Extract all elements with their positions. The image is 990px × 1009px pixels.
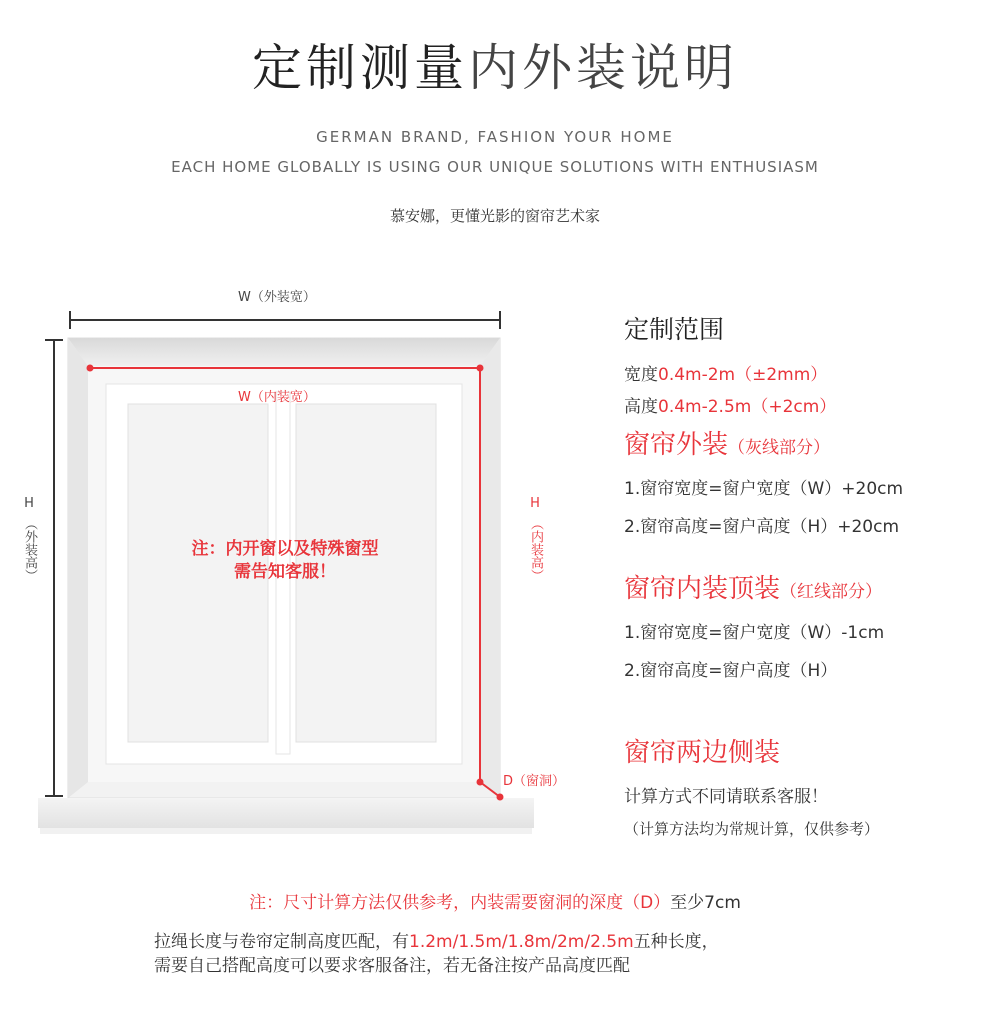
- diagram-note: [150, 538, 420, 584]
- brand-subtitle: GERMAN BRAND, FASHION YOUR HOME: [316, 128, 674, 146]
- inner-corner-dot: [477, 365, 484, 372]
- slogan: 慕安娜，更懂光影的窗帘艺术家: [389, 207, 600, 225]
- outside-mount-line1: 1.窗帘宽度=窗户宽度（W）+20cm: [624, 479, 904, 499]
- diagram-note-line1: 注：内开窗以及特殊窗型: [191, 539, 379, 559]
- footer-note-suffix: 至少7cm: [670, 893, 741, 913]
- recess-top: [68, 338, 500, 366]
- outer-height-label: [22, 496, 36, 582]
- recess-left: [68, 338, 88, 798]
- outside-mount-title: 窗帘外装: [624, 430, 729, 460]
- inner-height-note: （内装高）: [528, 517, 543, 582]
- recess-right: [480, 338, 500, 798]
- outer-height-letter: H: [24, 496, 34, 511]
- cord-line2: 需要自己搭配高度可以要求客服备注，若无备注按产品高度匹配: [154, 956, 630, 976]
- cord-prefix: 拉绳长度与卷帘定制高度匹配，有: [154, 932, 409, 952]
- side-mount-line2: （计算方法均为常规计算，仅供参考）: [624, 820, 880, 838]
- cord-suffix: 五种长度，: [633, 932, 719, 952]
- range-heading: 定制范围: [624, 315, 725, 344]
- footer-note-prefix: 注：尺寸计算方法仅供参考，内装需要窗洞的: [249, 893, 590, 913]
- title-light: 内外装说明: [468, 39, 738, 97]
- brand-tagline: EACH HOME GLOBALLY IS USING OUR UNIQUE SOLUTIONS WITH ENTHUSIASM: [171, 158, 819, 176]
- range-height-label: 高度: [624, 397, 658, 417]
- diagram-note-line2: 需告知客服！: [234, 562, 336, 582]
- sill-shadow: [40, 828, 532, 834]
- range-width-value: 0.4m-2m（±2mm）: [658, 365, 828, 385]
- inner-width-label: W（内装宽）: [238, 390, 316, 405]
- depth-dot: [497, 794, 504, 801]
- cord-line1: [154, 930, 719, 954]
- outside-mount-heading: [624, 424, 830, 461]
- cord-options: 1.2m/1.5m/1.8m/2m/2.5m: [409, 932, 634, 952]
- range-height-value: 0.4m-2.5m（+2cm）: [658, 397, 837, 417]
- inner-height-letter: H: [530, 496, 540, 511]
- inner-width-dot-left: [87, 365, 94, 372]
- window-sill: [38, 798, 534, 828]
- title-dark: 定制测量: [252, 39, 468, 97]
- inside-mount-title: 窗帘内装顶装: [624, 574, 781, 604]
- side-mount-heading: 窗帘两边侧装: [624, 738, 781, 768]
- inside-mount-note: （红线部分）: [780, 582, 883, 602]
- footer-note-highlight: 深度（D）: [589, 893, 671, 913]
- cord-length-note: [154, 930, 719, 978]
- side-mount-line1: 计算方式不同请联系客服！: [624, 787, 828, 807]
- range-width-label: 宽度: [624, 365, 658, 385]
- depth-label: D（窗洞）: [503, 774, 566, 789]
- inner-height-label: [528, 496, 542, 582]
- range-height: [624, 392, 836, 417]
- outer-height-note: （外装高）: [22, 517, 37, 582]
- inside-mount-line1: 1.窗帘宽度=窗户宽度（W）-1cm: [624, 623, 885, 643]
- outside-mount-line2: 2.窗帘高度=窗户高度（H）+20cm: [624, 517, 900, 537]
- inner-height-dot-bottom: [477, 779, 484, 786]
- inside-mount-heading: [624, 568, 882, 605]
- footer-note: [0, 888, 990, 913]
- inside-mount-line2: 2.窗帘高度=窗户高度（H）: [624, 661, 838, 681]
- outer-width-label: W（外装宽）: [238, 290, 316, 305]
- range-width: [624, 360, 827, 385]
- outside-mount-note: （灰线部分）: [728, 438, 831, 458]
